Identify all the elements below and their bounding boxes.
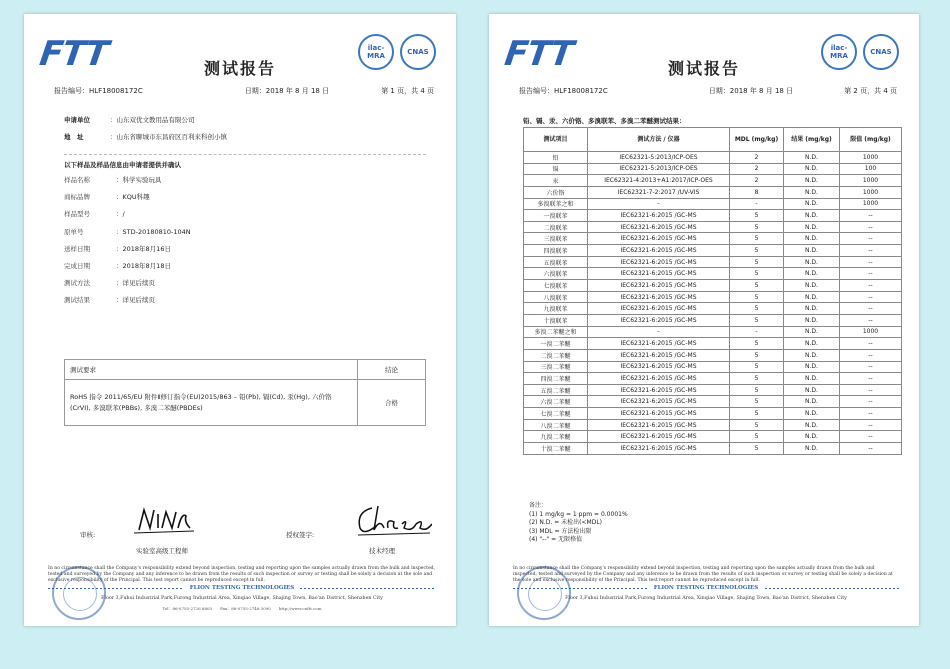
col-header-mdl: MDL (mg/kg)	[730, 128, 784, 152]
sample-field-row: 样品名称 ：科学实验玩具	[64, 172, 191, 189]
table-row	[524, 396, 902, 408]
cell-result: N.D.	[784, 198, 840, 210]
cell-method: IEC62321-5:2013/ICP-OES	[588, 152, 730, 164]
table-row	[524, 361, 902, 373]
report-meta	[54, 86, 434, 96]
field-value: 山东省聊城市东昌府区百利来科创小镇	[116, 133, 227, 141]
table-row	[524, 431, 902, 443]
field-key: 商标品牌	[64, 193, 90, 202]
cell-item: 一溴二苯醚	[524, 338, 588, 350]
requirement-table	[64, 359, 426, 426]
cell-limit: 1000	[840, 198, 902, 210]
cell-item: 铅	[524, 152, 588, 164]
cell-result: N.D.	[784, 419, 840, 431]
cell-item: 六价铬	[524, 186, 588, 198]
report-date: 2018 年 8 月 18 日	[265, 87, 330, 95]
cell-mdl: 5	[730, 396, 784, 408]
cell-method: IEC62321-6:2015 /GC-MS	[588, 314, 730, 326]
cell-limit: --	[840, 373, 902, 385]
table-row	[524, 245, 902, 257]
cell-limit: --	[840, 291, 902, 303]
cell-mdl: 5	[730, 291, 784, 303]
col-header-item: 测试项目	[524, 128, 588, 152]
cell-result: N.D.	[784, 221, 840, 233]
table-row	[524, 338, 902, 350]
report-title: 测试报告	[667, 59, 740, 78]
cell-result: N.D.	[784, 210, 840, 222]
table-row	[524, 198, 902, 210]
cell-limit: 1000	[840, 326, 902, 338]
table-row	[524, 280, 902, 292]
cell-item: 八溴联苯	[524, 291, 588, 303]
cell-method: IEC62321-6:2015 /GC-MS	[588, 338, 730, 350]
cell-limit: --	[840, 268, 902, 280]
applicant-row: 地 址 ：山东省聊城市东昌府区百利来科创小镇	[64, 129, 227, 146]
cell-mdl: 5	[730, 338, 784, 350]
cell-result: N.D.	[784, 233, 840, 245]
cell-limit: --	[840, 314, 902, 326]
cell-item: 九溴联苯	[524, 303, 588, 315]
footer-company-bar	[48, 584, 436, 592]
cell-item: 二溴二苯醚	[524, 349, 588, 361]
cell-method: IEC62321-4:2013+A1:2017/ICP-OES	[588, 175, 730, 187]
page-number: 第 1 页，共 4 页	[381, 87, 434, 95]
cell-limit: 1000	[840, 186, 902, 198]
cnas-logo: CNAS	[863, 34, 899, 70]
cell-method: -	[588, 326, 730, 338]
table-row	[524, 210, 902, 222]
cell-item: 三溴二苯醚	[524, 361, 588, 373]
cell-mdl: -	[730, 198, 784, 210]
header-result: 结论	[358, 360, 426, 380]
field-value: STD-20180810-104N	[122, 227, 191, 236]
cell-limit: --	[840, 384, 902, 396]
field-key: 申请单位	[64, 116, 90, 124]
cell-item: 九溴二苯醚	[524, 431, 588, 443]
table-row	[524, 221, 902, 233]
cell-item: 二溴联苯	[524, 221, 588, 233]
ilac-mra-logo: ilac-MRA	[821, 34, 857, 70]
cell-limit: 1000	[840, 175, 902, 187]
ftt-logo: FTT	[37, 34, 111, 74]
cell-item: 多溴联苯之和	[524, 198, 588, 210]
cell-method: IEC62321-6:2015 /GC-MS	[588, 384, 730, 396]
field-value: KQU科趣	[122, 193, 150, 202]
cell-limit: --	[840, 338, 902, 350]
table-row	[65, 380, 426, 426]
notes	[529, 502, 628, 545]
cell-result: N.D.	[784, 303, 840, 315]
cell-result: N.D.	[784, 291, 840, 303]
cell-mdl: 5	[730, 408, 784, 420]
cell-result: N.D.	[784, 408, 840, 420]
field-value: 科学实验玩具	[122, 176, 162, 184]
table-row	[524, 163, 902, 175]
table-row	[524, 175, 902, 187]
cell-method: IEC62321-6:2015 /GC-MS	[588, 396, 730, 408]
table-row	[524, 152, 902, 164]
report-page-1	[24, 14, 456, 626]
table-row	[524, 408, 902, 420]
cell-result: N.D.	[784, 396, 840, 408]
note-line: (3) MDL = 方法检出限	[529, 527, 592, 535]
cell-limit: --	[840, 245, 902, 257]
field-key: 原单号	[64, 227, 84, 236]
cell-method: IEC62321-6:2015 /GC-MS	[588, 210, 730, 222]
cell-mdl: 5	[730, 419, 784, 431]
date-label: 日期：	[708, 87, 730, 95]
cell-method: IEC62321-6:2015 /GC-MS	[588, 233, 730, 245]
cell-item: 八溴二苯醚	[524, 419, 588, 431]
cell-item: 十溴联苯	[524, 314, 588, 326]
cell-limit: --	[840, 303, 902, 315]
cell-result: N.D.	[784, 268, 840, 280]
report-page-2	[489, 14, 919, 626]
cell-limit: --	[840, 280, 902, 292]
cell-limit: --	[840, 443, 902, 455]
cell-mdl: 5	[730, 314, 784, 326]
report-no-label: 报告编号：	[54, 87, 89, 95]
cell-method: IEC62321-6:2015 /GC-MS	[588, 245, 730, 257]
cell-mdl: 5	[730, 210, 784, 222]
cell-method: IEC62321-6:2015 /GC-MS	[588, 221, 730, 233]
field-value: 详见后续页	[122, 279, 155, 288]
cell-mdl: 5	[730, 280, 784, 292]
cell-result: N.D.	[784, 431, 840, 443]
cell-method: IEC62321-6:2015 /GC-MS	[588, 361, 730, 373]
cell-method: IEC62321-6:2015 /GC-MS	[588, 291, 730, 303]
field-key: 测试方法	[64, 279, 90, 288]
cell-item: 三溴联苯	[524, 233, 588, 245]
cell-item: 七溴联苯	[524, 280, 588, 292]
table-row	[524, 349, 902, 361]
cell-item: 七溴二苯醚	[524, 408, 588, 420]
field-key: 样品名称	[64, 176, 90, 184]
review-role: 实验室高级工程师	[136, 547, 188, 555]
field-value: 2018年8月16日	[122, 244, 171, 253]
cell-result: N.D.	[784, 384, 840, 396]
footer-company: FLION TESTING TECHNOLOGIES	[184, 585, 300, 591]
table-row	[524, 186, 902, 198]
col-header-limit: 限值 (mg/kg)	[840, 128, 902, 152]
cell-item: 六溴二苯醚	[524, 396, 588, 408]
cell-method: -	[588, 198, 730, 210]
report-no: HLF18008172C	[89, 87, 143, 95]
cnas-logo: CNAS	[400, 34, 436, 70]
footer-address: Floor 3,Fuhui Industrial Park,Furong Industrial Area, Xinqiao Village, Shajing Town, Bao'an District, Shenzhen City	[101, 596, 383, 601]
cell-mdl: 2	[730, 175, 784, 187]
footer-company: FLION TESTING TECHNOLOGIES	[648, 585, 764, 591]
cell-item: 四溴二苯醚	[524, 373, 588, 385]
cell-mdl: 5	[730, 268, 784, 280]
disclaimer-text: In no circumstance shall the Company's responsibility extend beyond inspection, testing and reporting upon the samples actually drawn from the bulk and inspected, tested and surveyed by the Company and any inference to be drawn from the results of such inspection or survey or testing shall be solely a decision at the sole and exclusive responsibility of the Principal. This test report cannot be reproduced except in full.	[48, 566, 436, 583]
cell-result: N.D.	[784, 326, 840, 338]
table-row	[524, 443, 902, 455]
cell-item: 多溴二苯醚之和	[524, 326, 588, 338]
header-requirement: 测试要求	[65, 360, 358, 380]
col-header-method: 测试方法 / 仪器	[588, 128, 730, 152]
cell-limit: --	[840, 431, 902, 443]
review-signature	[134, 502, 194, 536]
table-row	[524, 326, 902, 338]
note-line: (2) N.D. = 未检出(<MDL)	[529, 519, 603, 526]
cell-result: N.D.	[784, 349, 840, 361]
footer-contact: Tel：86-0755-2726 8803 Fax：86-0755-2746 3090 http://www.cnftt.com	[162, 606, 322, 611]
cell-method: IEC62321-6:2015 /GC-MS	[588, 408, 730, 420]
table-row	[524, 233, 902, 245]
cell-result: N.D.	[784, 314, 840, 326]
ilac-mra-logo: ilac-MRA	[358, 34, 394, 70]
cell-method: IEC62321-7-2:2017 /UV-VIS	[588, 186, 730, 198]
footer-address: Floor 3,Fuhui Industrial Park,Furong Industrial Area, Xinqiao Village, Shajing Town, Bao'an District, Shenzhen City	[565, 596, 847, 601]
cell-limit: --	[840, 419, 902, 431]
cell-result: N.D.	[784, 361, 840, 373]
disclaimer-text: In no circumstance shall the Company's responsibility extend beyond inspection, testing and reporting upon the samples actually drawn from the bulk and inspected, tested and surveyed by the Company and any inference to be drawn from the results of such inspection or survey or testing shall be solely a decision at the sole and exclusive responsibility of the Principal. This test report cannot be reproduced except in full.	[513, 566, 893, 583]
cell-mdl: 2	[730, 152, 784, 164]
field-key: 测试结果	[64, 296, 90, 305]
field-value: /	[122, 210, 125, 219]
table-row	[524, 256, 902, 268]
sample-field-row: 原单号 ：STD-20180810-104N	[64, 224, 191, 241]
cell-mdl: 5	[730, 431, 784, 443]
cell-method: IEC62321-6:2015 /GC-MS	[588, 431, 730, 443]
cell-method: IEC62321-6:2015 /GC-MS	[588, 303, 730, 315]
field-value: 详见后续页	[122, 296, 155, 305]
ftt-logo: FTT	[502, 34, 576, 74]
requirement-text: RoHS 指令 2011/65/EU 附件Ⅱ修订指令(EU)2015/863 – 铅(Pb), 镉(Cd), 汞(Hg), 六价铬(CrVI), 多溴联苯(PBBs), 多溴二苯醚(PBDEs)	[65, 380, 358, 426]
cell-mdl: 5	[730, 361, 784, 373]
cell-mdl: 5	[730, 373, 784, 385]
note-line: 备注：	[529, 502, 548, 509]
table-row	[524, 373, 902, 385]
approve-label: 授权签字:	[286, 531, 315, 539]
note-line: (4) "--" = 无限格值	[529, 536, 583, 543]
cell-result: N.D.	[784, 256, 840, 268]
cell-mdl: 5	[730, 233, 784, 245]
cell-item: 汞	[524, 175, 588, 187]
sample-field-row: 测试方法 ：详见后续页	[64, 275, 191, 292]
sample-field-row: 完成日期 ：2018年8月18日	[64, 258, 191, 275]
table-row	[524, 291, 902, 303]
cell-method: IEC62321-6:2015 /GC-MS	[588, 349, 730, 361]
sample-field-row: 送样日期 ：2018年8月16日	[64, 241, 191, 258]
table-row	[524, 419, 902, 431]
cell-method: IEC62321-6:2015 /GC-MS	[588, 373, 730, 385]
requirement-result: 合格	[358, 380, 426, 426]
review-label: 审核:	[80, 531, 96, 539]
cell-item: 一溴联苯	[524, 210, 588, 222]
cell-item: 镉	[524, 163, 588, 175]
applicant-row: 申请单位 ：山东双优文教用品有限公司	[64, 112, 227, 129]
cell-item: 五溴联苯	[524, 256, 588, 268]
footer-company-bar	[513, 584, 899, 592]
cell-mdl: -	[730, 326, 784, 338]
cell-mdl: 8	[730, 186, 784, 198]
cell-result: N.D.	[784, 163, 840, 175]
table-row	[524, 303, 902, 315]
sample-section-heading: 以下样品及样品信息由申请者提供并确认	[64, 161, 181, 169]
approve-role: 技术经理	[369, 547, 395, 555]
cell-limit: 100	[840, 163, 902, 175]
table-header-row	[524, 128, 902, 152]
cell-result: N.D.	[784, 175, 840, 187]
cell-method: IEC62321-6:2015 /GC-MS	[588, 443, 730, 455]
cell-limit: --	[840, 210, 902, 222]
cell-result: N.D.	[784, 373, 840, 385]
approve-signature	[354, 502, 432, 538]
cell-item: 五溴二苯醚	[524, 384, 588, 396]
field-value: 2018年8月18日	[122, 262, 171, 271]
cell-item: 十溴二苯醚	[524, 443, 588, 455]
field-value: 山东双优文教用品有限公司	[116, 116, 195, 124]
table-row	[524, 268, 902, 280]
sample-field-row: 测试结果 ：详见后续页	[64, 292, 191, 309]
date-label: 日期：	[244, 87, 266, 95]
report-meta	[519, 86, 897, 96]
divider	[64, 154, 426, 155]
cell-mdl: 5	[730, 256, 784, 268]
cell-limit: 1000	[840, 152, 902, 164]
report-no-label: 报告编号：	[519, 87, 554, 95]
table-header-row	[65, 360, 426, 380]
sample-field-row: 商标品牌 ：KQU科趣	[64, 189, 191, 206]
cell-limit: --	[840, 221, 902, 233]
cell-mdl: 5	[730, 443, 784, 455]
cell-result: N.D.	[784, 186, 840, 198]
cell-result: N.D.	[784, 443, 840, 455]
sample-fields	[64, 172, 191, 310]
cell-mdl: 5	[730, 245, 784, 257]
note-line: (1) 1 mg/kg = 1 ppm = 0.0001%	[529, 510, 628, 518]
table-row	[524, 384, 902, 396]
cell-mdl: 2	[730, 163, 784, 175]
cell-limit: --	[840, 396, 902, 408]
cell-limit: --	[840, 408, 902, 420]
table-row	[524, 314, 902, 326]
col-header-result: 结果 (mg/kg)	[784, 128, 840, 152]
cell-mdl: 5	[730, 349, 784, 361]
field-key: 完成日期	[64, 262, 90, 271]
cell-item: 四溴联苯	[524, 245, 588, 257]
cell-limit: --	[840, 361, 902, 373]
cell-method: IEC62321-6:2015 /GC-MS	[588, 268, 730, 280]
cell-method: IEC62321-6:2015 /GC-MS	[588, 419, 730, 431]
cell-result: N.D.	[784, 338, 840, 350]
sample-field-row: 样品型号 ：/	[64, 206, 191, 223]
cell-method: IEC62321-6:2015 /GC-MS	[588, 280, 730, 292]
cell-item: 六溴联苯	[524, 268, 588, 280]
report-no: HLF18008172C	[554, 87, 608, 95]
cell-method: IEC62321-5:2013/ICP-OES	[588, 163, 730, 175]
report-date: 2018 年 8 月 18 日	[729, 87, 794, 95]
cell-mdl: 5	[730, 384, 784, 396]
field-key: 地 址	[64, 133, 84, 141]
cell-mdl: 5	[730, 303, 784, 315]
cell-result: N.D.	[784, 245, 840, 257]
cell-mdl: 5	[730, 221, 784, 233]
field-key: 样品型号	[64, 210, 90, 219]
results-table	[523, 127, 902, 455]
cell-limit: --	[840, 349, 902, 361]
page-number: 第 2 页，共 4 页	[844, 87, 897, 95]
cell-result: N.D.	[784, 280, 840, 292]
results-heading: 铅、镉、汞、六价铬、多溴联苯、多溴二苯醚测试结果：	[523, 117, 686, 125]
applicant-info	[64, 112, 227, 146]
cell-limit: --	[840, 256, 902, 268]
field-key: 送样日期	[64, 244, 90, 253]
cell-result: N.D.	[784, 152, 840, 164]
cell-method: IEC62321-6:2015 /GC-MS	[588, 256, 730, 268]
cell-limit: --	[840, 233, 902, 245]
report-title: 测试报告	[203, 59, 276, 78]
